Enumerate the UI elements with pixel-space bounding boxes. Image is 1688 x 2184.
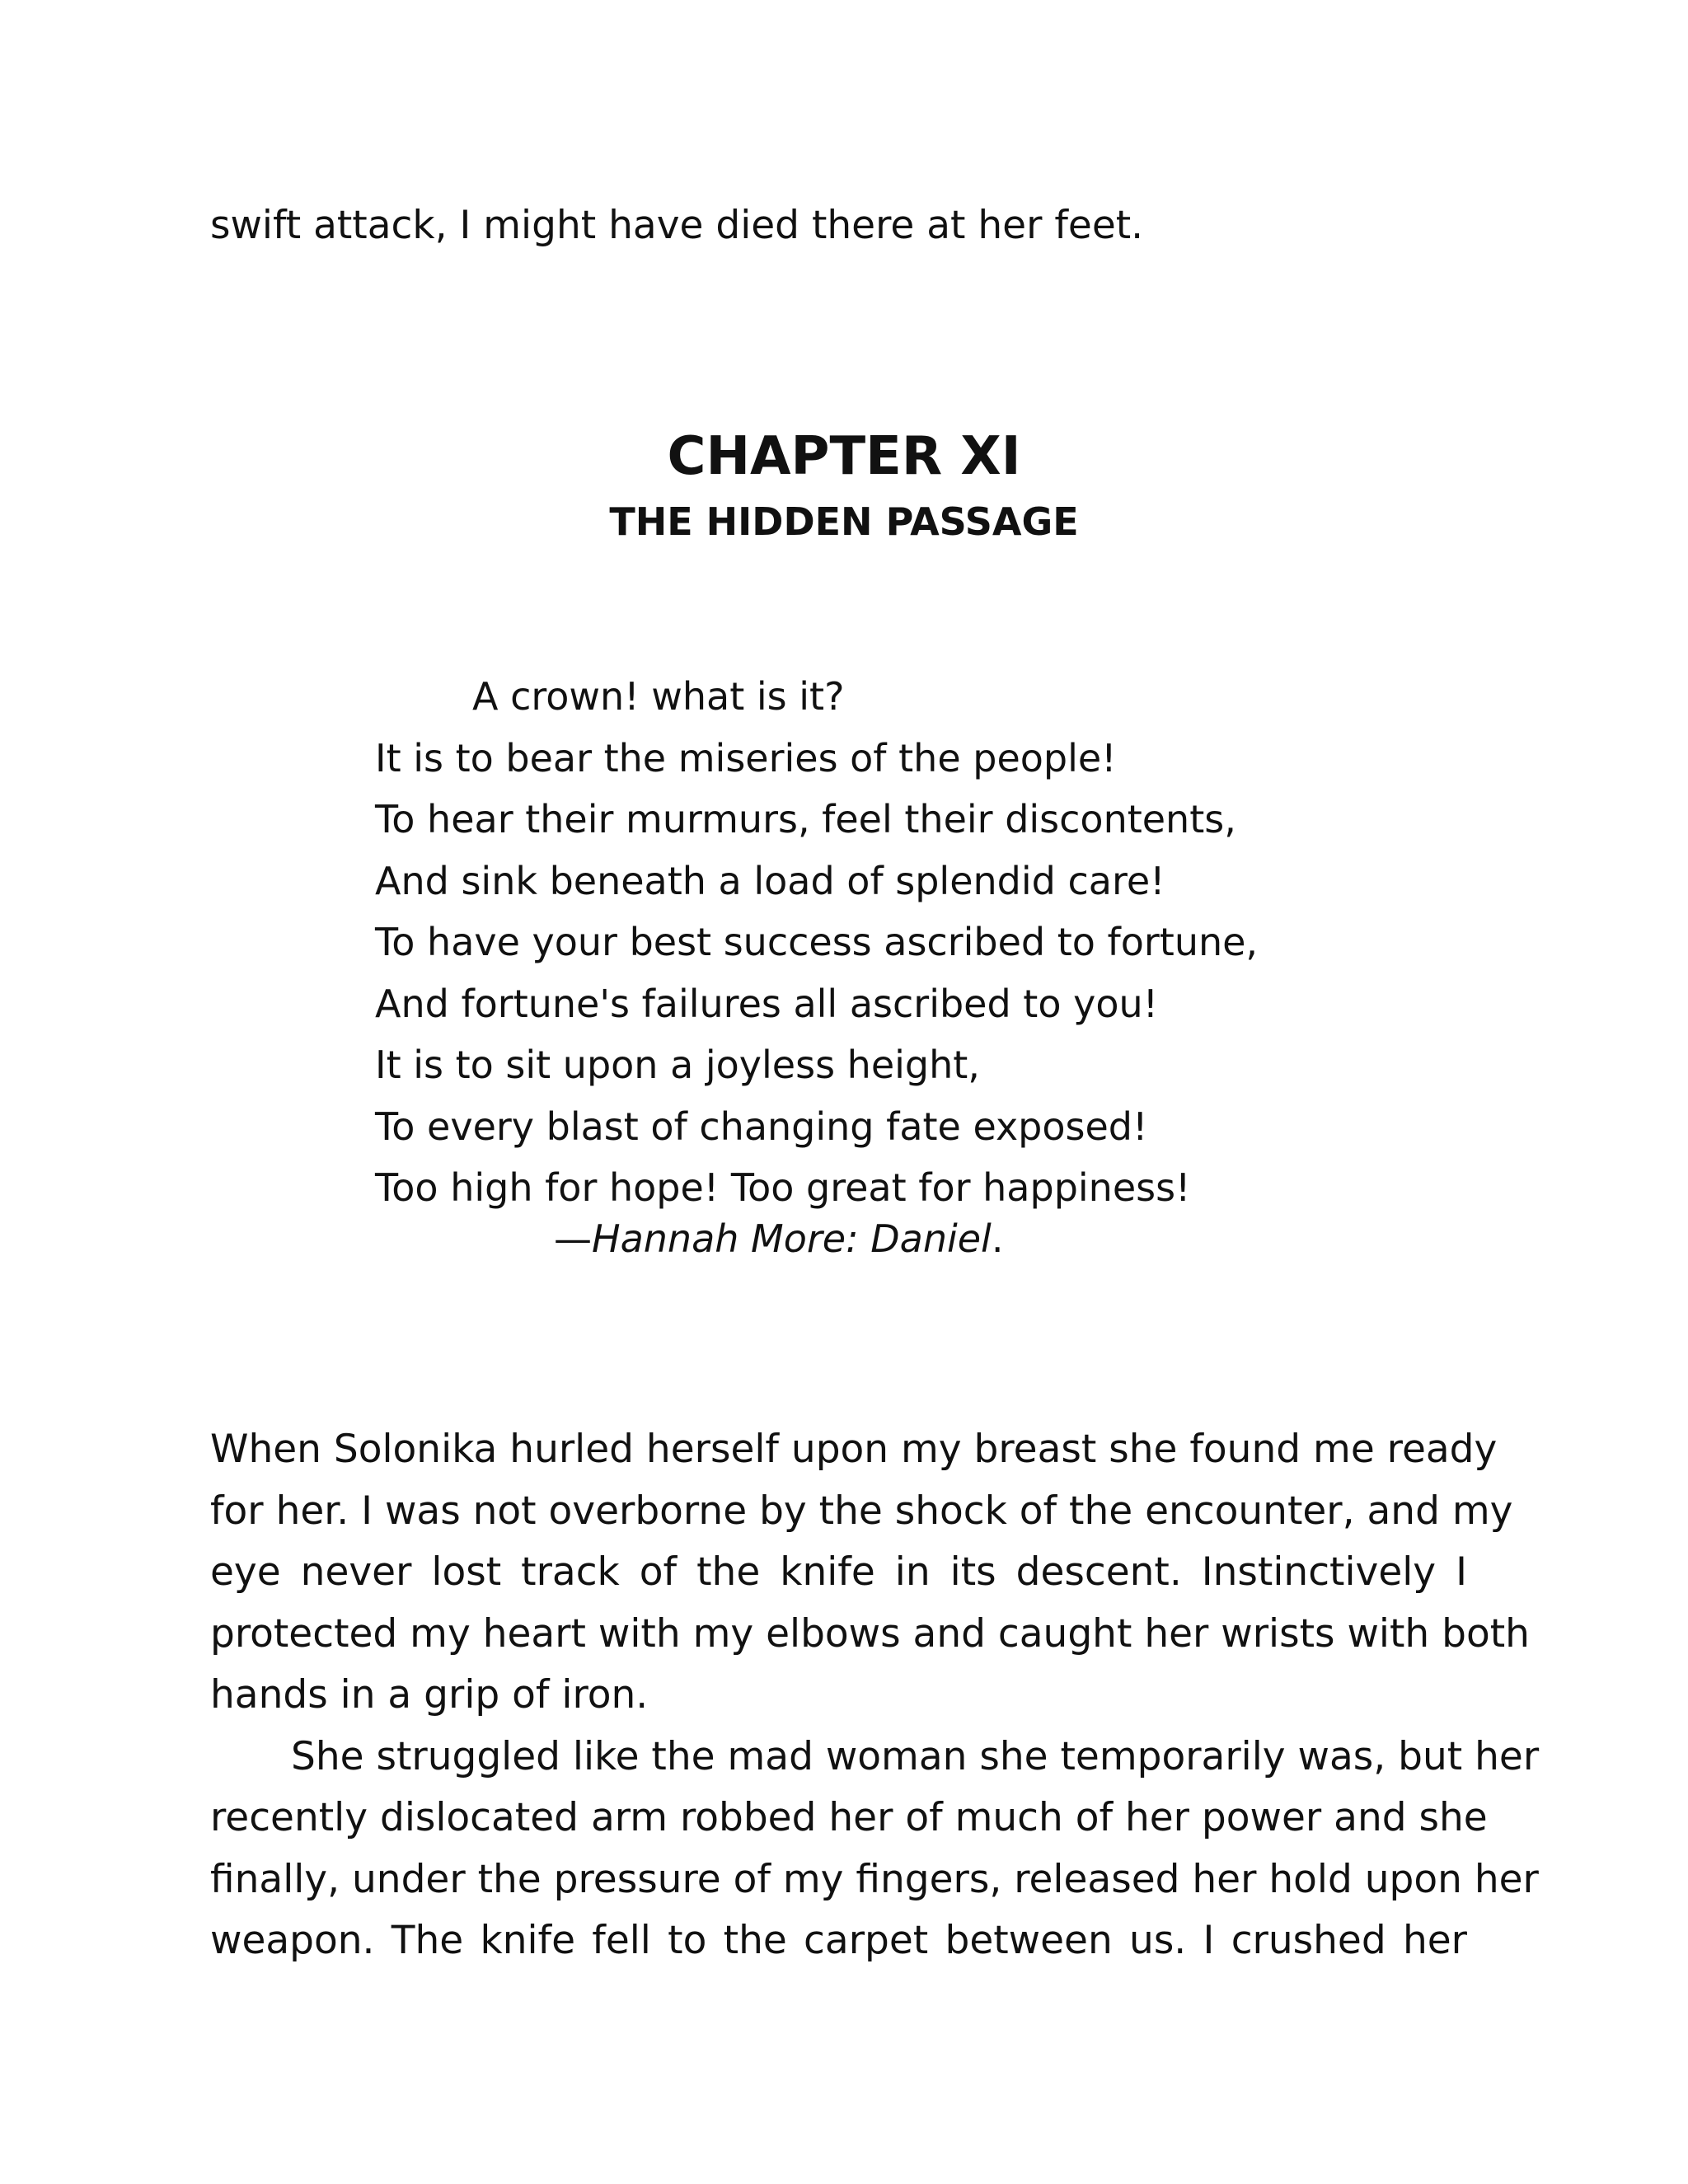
paragraph-line: for her. I was not overborne by the shock of the encounter, and my <box>210 1488 1513 1534</box>
poem-line: To hear their murmurs, feel their discontents, <box>375 797 1236 841</box>
paragraph-line: hands in a grip of iron. <box>210 1672 649 1718</box>
attribution-author: Hannah More: Daniel <box>592 1216 992 1261</box>
poem-line: A crown! what is it? <box>472 674 845 719</box>
carry-over-line: swift attack, I might have died there at her feet. <box>210 203 1144 248</box>
poem-line: To have your best success ascribed to fortune, <box>375 920 1259 964</box>
paragraph-line: She struggled like the mad woman she temporarily was, but her <box>291 1733 1540 1779</box>
attribution-dash: — <box>554 1216 592 1261</box>
paragraph-line: recently dislocated arm robbed her of much of her power and she <box>210 1795 1488 1840</box>
chapter-number: CHAPTER XI <box>667 426 1021 487</box>
epigraph-poem <box>375 666 1364 1219</box>
chapter-body <box>210 1419 1540 1972</box>
poem-line: To every blast of changing fate exposed! <box>375 1104 1148 1149</box>
poem-line: And sink beneath a load of splendid care! <box>375 858 1165 903</box>
paragraph-line: eye never lost track of the knife in its descent. Instinctively I <box>210 1549 1467 1595</box>
poem-line: It is to bear the miseries of the people! <box>375 735 1117 780</box>
paragraph-line: protected my heart with my elbows and caught her wrists with both <box>210 1610 1530 1657</box>
paragraph-line: finally, under the pressure of my fingers, released her hold upon her <box>210 1856 1539 1902</box>
paragraph <box>210 1419 1530 1727</box>
epigraph-attribution <box>554 1216 1004 1261</box>
poem-line: And fortune's failures all ascribed to you! <box>375 981 1159 1026</box>
paragraph-line: When Solonika hurled herself upon my breast she found me ready <box>210 1427 1498 1472</box>
poem-line: Too high for hope! Too great for happiness! <box>375 1165 1191 1210</box>
paragraph <box>210 1727 1540 1972</box>
paragraph-line: weapon. The knife fell to the carpet between us. I crushed her <box>210 1918 1467 1963</box>
attribution-period: . <box>991 1216 1004 1261</box>
chapter-title: THE HIDDEN PASSAGE <box>609 499 1079 544</box>
poem-line: It is to sit upon a joyless height, <box>375 1043 980 1087</box>
